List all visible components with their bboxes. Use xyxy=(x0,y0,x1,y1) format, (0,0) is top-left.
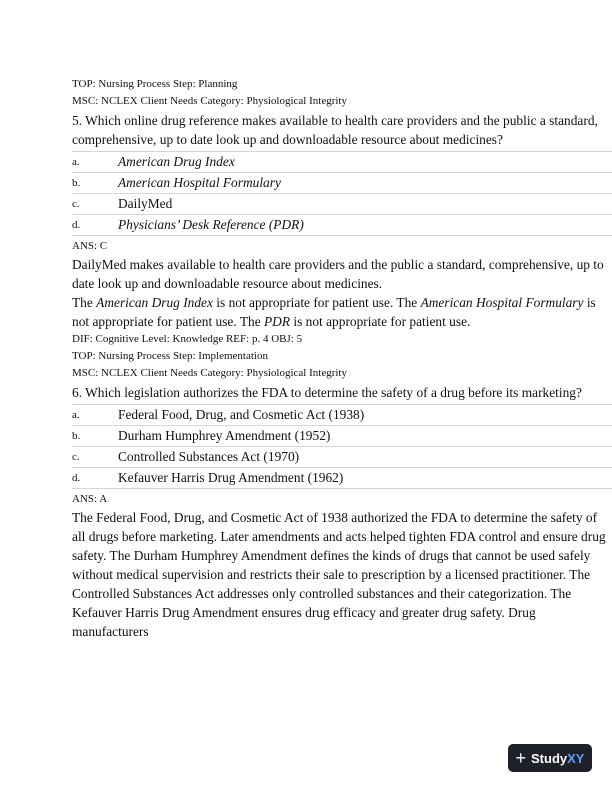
option-d xyxy=(72,467,612,489)
option-b xyxy=(72,172,612,193)
msc-line: MSC: NCLEX Client Needs Category: Physiological Integrity xyxy=(72,95,347,107)
option-letter: b. xyxy=(72,430,81,442)
option-text: Durham Humphrey Amendment (1952) xyxy=(118,428,331,443)
studyxy-badge[interactable] xyxy=(508,744,592,772)
option-a xyxy=(72,404,612,425)
topic-line: TOP: Nursing Process Step: Implementation xyxy=(72,350,268,362)
topic-line: TOP: Nursing Process Step: Planning xyxy=(72,78,238,90)
option-text: American Hospital Formulary xyxy=(118,175,281,190)
option-letter: a. xyxy=(72,156,80,168)
dif-line: DIF: Cognitive Level: Knowledge REF: p. 4 OBJ: 5 xyxy=(72,333,303,345)
rationale-text: is not appropriate for patient use. The xyxy=(72,295,596,329)
rationale-text: is not appropriate for patient use. The xyxy=(212,295,421,310)
rationale-text: is not appropriate for patient use. xyxy=(290,314,471,329)
brand-accent: XY xyxy=(567,750,585,766)
question-6-options xyxy=(72,404,612,489)
option-d xyxy=(72,214,612,236)
document-page xyxy=(72,76,612,641)
option-letter: c. xyxy=(72,451,80,463)
option-letter: b. xyxy=(72,177,81,189)
answer-6: ANS: A xyxy=(72,493,108,505)
option-text: American Drug Index xyxy=(118,154,235,169)
option-text: Kefauver Harris Drug Amendment (1962) xyxy=(118,470,344,485)
option-letter: a. xyxy=(72,409,80,421)
question-6: 6. Which legislation authorizes the FDA to determine the safety of a drug before its marketing? xyxy=(72,385,582,400)
rationale-italic: PDR xyxy=(264,314,291,329)
option-a xyxy=(72,151,612,172)
answer-5: ANS: C xyxy=(72,240,108,252)
option-letter: d. xyxy=(72,219,81,231)
option-text: Physicians’ Desk Reference (PDR) xyxy=(118,217,304,232)
question-5: 5. Which online drug reference makes available to health care providers and the public a standard, comprehensive, up to date look up and downloadable resource about medicines? xyxy=(72,113,598,147)
rationale-italic: American Hospital Formulary xyxy=(420,295,584,310)
option-letter: d. xyxy=(72,472,81,484)
option-text: Federal Food, Drug, and Cosmetic Act (1938) xyxy=(118,407,365,422)
option-c xyxy=(72,193,612,214)
option-b xyxy=(72,425,612,446)
option-c xyxy=(72,446,612,467)
option-text: Controlled Substances Act (1970) xyxy=(118,449,300,464)
option-letter: c. xyxy=(72,198,80,210)
rationale-5-b xyxy=(72,293,612,331)
brand-name: Study xyxy=(531,750,568,766)
rationale-5-a: DailyMed makes available to health care providers and the public a standard, comprehensive, up to date look up and downloadable resource about medicines. xyxy=(72,257,604,291)
plus-icon: + xyxy=(515,748,527,768)
rationale-text: The xyxy=(72,295,97,310)
rationale-6: The Federal Food, Drug, and Cosmetic Act of 1938 authorized the FDA to determine the safety of all drugs before marketing. Later amendments and acts helped tighten FDA control and ensure drug safety. The Durham Humphrey Amendment defines the kinds of drugs that cannot be used safely without medical supervision and restricts their sale to prescription by a licensed practitioner. The Controlled Substances Act addresses only controlled substances and their categorization. The Kefauver Harris Drug Amendment ensures drug efficacy and greater drug safety. Drug manufacturers xyxy=(72,510,606,639)
msc-line: MSC: NCLEX Client Needs Category: Physiological Integrity xyxy=(72,367,347,379)
option-text: DailyMed xyxy=(118,196,173,211)
question-5-options xyxy=(72,151,612,236)
rationale-italic: American Drug Index xyxy=(96,295,213,310)
